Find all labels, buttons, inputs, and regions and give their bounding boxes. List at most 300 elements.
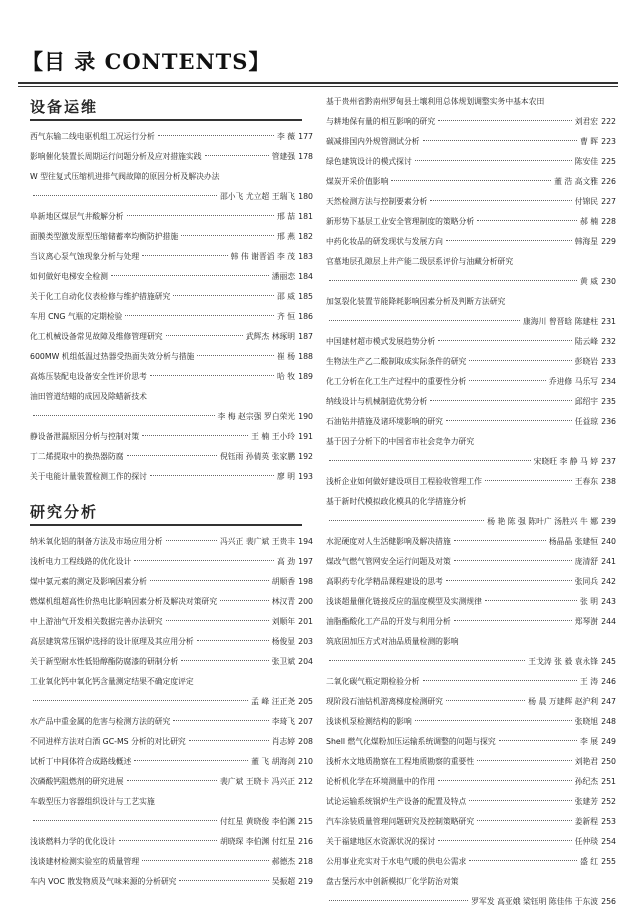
toc-entry[interactable] xyxy=(326,592,616,612)
dot-leader xyxy=(33,415,215,416)
toc-entry[interactable] xyxy=(30,227,313,247)
toc-entry[interactable] xyxy=(326,612,616,632)
entry-page: 186 xyxy=(298,312,313,321)
entry-page: 255 xyxy=(601,857,616,866)
entry-authors: 刘顺年 xyxy=(271,617,296,626)
entry-title: 关于电能计量装置检测工作的探讨 xyxy=(30,472,147,481)
entry-authors: 郝德杰 xyxy=(271,857,296,866)
entry-authors: 董 浩 高文雅 xyxy=(554,177,599,186)
entry-page: 229 xyxy=(601,237,616,246)
entry-page: 250 xyxy=(601,757,616,766)
toc-entry[interactable] xyxy=(30,852,313,872)
toc-entry[interactable] xyxy=(326,872,616,892)
title-rule-thin xyxy=(18,86,618,87)
dot-leader xyxy=(127,215,274,216)
toc-entry[interactable] xyxy=(30,367,313,387)
entry-page: 253 xyxy=(601,817,616,826)
toc-entry[interactable] xyxy=(30,187,313,207)
entry-authors: 郑琴澍 xyxy=(574,617,599,626)
entry-title: 高层建筑常压锅炉选择的设计原理及其应用分析 xyxy=(30,637,194,646)
toc-entry[interactable] xyxy=(326,112,616,132)
dot-leader xyxy=(446,240,572,241)
dot-leader xyxy=(125,315,274,316)
entry-authors: 李 展 xyxy=(580,737,599,746)
entry-page: 228 xyxy=(601,217,616,226)
entry-page: 178 xyxy=(298,152,313,161)
toc-entry[interactable] xyxy=(326,552,616,572)
dot-leader xyxy=(499,740,577,741)
entry-title: 中药化妆品的研发现状与发展方向 xyxy=(326,237,443,246)
entry-page: 249 xyxy=(601,737,616,746)
entry-page: 219 xyxy=(298,877,313,886)
toc-entry[interactable] xyxy=(326,532,616,552)
entry-page: 238 xyxy=(601,477,616,486)
dot-leader xyxy=(446,700,525,701)
entry-title: 当议离心泵气蚀现象分析与处理 xyxy=(30,252,140,261)
entry-authors: 武辉杰 林琢明 xyxy=(245,332,296,341)
dot-leader xyxy=(446,580,572,581)
entry-authors: 冯兴正 裴广斌 王贵丰 xyxy=(219,537,296,546)
entry-title: 高职药专化学精品课程建设的思考 xyxy=(326,577,443,586)
toc-entry[interactable] xyxy=(326,392,616,412)
toc-entry[interactable] xyxy=(326,292,616,312)
entry-title: 中上游油气开发相关数据完善办法研究 xyxy=(30,617,163,626)
dot-leader xyxy=(477,220,577,221)
dot-leader xyxy=(329,520,484,521)
entry-page: 201 xyxy=(298,617,313,626)
entry-title: 不同进样方法对白酒 GC-MS 分析的对比研究 xyxy=(30,737,186,746)
entry-authors: 胡晓琛 李伯渊 付红星 xyxy=(219,837,296,846)
entry-title: 关于化工自动化仪表检修与维护措施研究 xyxy=(30,292,171,301)
dot-leader xyxy=(415,720,572,721)
entry-page: 177 xyxy=(298,132,313,141)
toc-entry[interactable] xyxy=(30,532,313,552)
toc-entry[interactable] xyxy=(326,432,616,452)
entry-authors: 林汉青 xyxy=(271,597,296,606)
toc-entry[interactable] xyxy=(326,352,616,372)
dot-leader xyxy=(119,840,217,841)
entry-page: 246 xyxy=(601,677,616,686)
title-rule xyxy=(18,82,618,84)
toc-entry[interactable] xyxy=(30,127,313,147)
toc-entry[interactable] xyxy=(326,572,616,592)
entry-title: 工业氧化钙中氧化钙含量测定结果不确定度评定 xyxy=(30,677,194,686)
entry-title: 高炼压装配电设备安全性评价思考 xyxy=(30,372,147,381)
entry-title: 浅析企业如何做好建设项目工程验收管理工作 xyxy=(326,477,482,486)
toc-entry[interactable] xyxy=(30,832,313,852)
toc-entry[interactable] xyxy=(326,712,616,732)
toc-entry[interactable] xyxy=(30,732,313,752)
toc-entry[interactable] xyxy=(326,632,616,652)
entry-authors: 姜新程 xyxy=(574,817,599,826)
toc-entry[interactable] xyxy=(30,752,313,772)
dot-leader xyxy=(438,120,572,121)
dot-leader xyxy=(179,880,268,881)
dot-leader xyxy=(181,660,269,661)
entry-authors: 王戈涛 张 毅 袁永锋 xyxy=(528,657,599,666)
entry-title: 化工分析在化工生产过程中的重要性分析 xyxy=(326,377,467,386)
toc-entry[interactable] xyxy=(30,572,313,592)
toc-entry[interactable] xyxy=(30,652,313,672)
dot-leader xyxy=(150,475,274,476)
entry-title: 现阶段石油钻机游离梯度检测研究 xyxy=(326,697,443,706)
dot-leader xyxy=(430,400,571,401)
entry-authors: 王 涛 xyxy=(580,677,599,686)
dot-leader xyxy=(391,180,551,181)
entry-page: 242 xyxy=(601,577,616,586)
dot-leader xyxy=(142,255,227,256)
entry-authors: 付锦民 xyxy=(574,197,599,206)
entry-authors: 任益琼 xyxy=(574,417,599,426)
toc-entry[interactable] xyxy=(30,632,313,652)
entry-title: 公用事业充实对于水电气暖的供电公需求 xyxy=(326,857,467,866)
entry-authors: 潘丽恋 xyxy=(271,272,296,281)
entry-authors: 高 劲 xyxy=(277,557,296,566)
entry-page: 241 xyxy=(601,557,616,566)
dot-leader xyxy=(329,280,577,281)
entry-authors: 彭晓岩 xyxy=(574,357,599,366)
entry-authors: 董 飞 胡海剑 xyxy=(251,757,296,766)
entry-authors: 倪钰雨 孙倩英 张家鹏 xyxy=(219,452,296,461)
entry-authors: 邵 威 xyxy=(277,292,296,301)
entry-title: 燃煤机组超高性价热电比影响因素分析及解决对策研究 xyxy=(30,597,218,606)
entry-authors: 张晓旭 xyxy=(574,717,599,726)
entry-page: 205 xyxy=(298,697,313,706)
entry-authors: 康海川 曾晋晗 陈建柱 xyxy=(522,317,599,326)
entry-page: 204 xyxy=(298,657,313,666)
entry-title: 中国建材超市模式发展趋势分析 xyxy=(326,337,436,346)
entry-title: 关于福建地区水资源状况的探讨 xyxy=(326,837,436,846)
entry-title: 筑底固加压方式对油品质量检测的影响 xyxy=(326,637,459,646)
toc-entry[interactable] xyxy=(326,372,616,392)
toc-entry[interactable] xyxy=(326,772,616,792)
dot-leader xyxy=(134,560,274,561)
toc-entry[interactable] xyxy=(30,612,313,632)
toc-entry[interactable] xyxy=(30,147,313,167)
entry-page: 189 xyxy=(298,372,313,381)
dot-leader xyxy=(438,780,572,781)
entry-title: 新形势下基层工业安全管理制度的策略分析 xyxy=(326,217,475,226)
toc-entry[interactable] xyxy=(30,347,313,367)
entry-title: W 型往复式压缩机进排气阀故障的原因分析及解决办法 xyxy=(30,172,220,181)
entry-page: 184 xyxy=(298,272,313,281)
entry-authors: 任仲琰 xyxy=(574,837,599,846)
toc-entry[interactable] xyxy=(30,327,313,347)
entry-page: 245 xyxy=(601,657,616,666)
entry-page: 191 xyxy=(298,432,313,441)
dot-leader xyxy=(430,200,571,201)
dot-leader xyxy=(415,160,572,161)
entry-page: 226 xyxy=(601,177,616,186)
entry-title: 官墓地层孔隙层上井产能二级层系评价与油藏分析研究 xyxy=(326,257,514,266)
toc-entry[interactable] xyxy=(30,692,313,712)
right-column xyxy=(326,92,616,912)
entry-title: 石油钻井措施及诸环境影响的研究 xyxy=(326,417,443,426)
toc-entry[interactable] xyxy=(326,472,616,492)
toc-entry[interactable] xyxy=(326,332,616,352)
dot-leader xyxy=(329,900,468,901)
dot-leader xyxy=(438,840,572,841)
entry-page: 227 xyxy=(601,197,616,206)
entry-authors: 张卫斌 xyxy=(271,657,296,666)
dot-leader xyxy=(438,340,572,341)
entry-authors: 罗军发 高亚娥 梁钰明 陈佳伟 于东波 xyxy=(471,897,599,906)
entry-title: 试析丁中间体符合成路线概述 xyxy=(30,757,132,766)
toc-entry[interactable] xyxy=(326,132,616,152)
dot-leader xyxy=(423,680,577,681)
dot-leader xyxy=(329,660,525,661)
entry-page: 237 xyxy=(601,457,616,466)
entry-authors: 邢 喆 xyxy=(277,212,296,221)
entry-authors: 崔 杨 xyxy=(277,352,296,361)
entry-authors: 张建芳 xyxy=(574,797,599,806)
dot-leader xyxy=(173,295,274,296)
toc-entry[interactable] xyxy=(326,512,616,532)
dot-leader xyxy=(173,720,268,721)
toc-entry[interactable] xyxy=(30,207,313,227)
toc-entry[interactable] xyxy=(326,192,616,212)
entry-page: 210 xyxy=(298,757,313,766)
entry-authors: 邱绍宇 xyxy=(574,397,599,406)
entry-page: 198 xyxy=(298,577,313,586)
entry-page: 181 xyxy=(298,212,313,221)
toc-entry[interactable] xyxy=(30,247,313,267)
entry-page: 185 xyxy=(298,292,313,301)
toc-entry[interactable] xyxy=(326,792,616,812)
entry-title: 次磷酸钙阻燃剂的研究进展 xyxy=(30,777,124,786)
entry-authors: 宋晓旺 李 静 马 婷 xyxy=(533,457,599,466)
entry-authors: 邢 燕 xyxy=(277,232,296,241)
entry-authors: 哈 牧 xyxy=(277,372,296,381)
entry-page: 188 xyxy=(298,352,313,361)
dot-leader xyxy=(329,460,531,461)
dot-leader xyxy=(220,600,269,601)
entry-page: 243 xyxy=(601,597,616,606)
dot-leader xyxy=(423,140,577,141)
entry-page: 233 xyxy=(601,357,616,366)
entry-page: 236 xyxy=(601,417,616,426)
entry-authors: 肖志婷 xyxy=(271,737,296,746)
entry-page: 235 xyxy=(601,397,616,406)
entry-authors: 王春东 xyxy=(574,477,599,486)
toc-entry[interactable] xyxy=(326,672,616,692)
entry-page: 231 xyxy=(601,317,616,326)
toc-entry[interactable] xyxy=(326,732,616,752)
entry-title: 车载型压力容器组织设计与工艺实施 xyxy=(30,797,155,806)
entry-page: 197 xyxy=(298,557,313,566)
entry-authors: 李 梅 赵宗强 罗白荣光 xyxy=(217,412,296,421)
entry-page: 215 xyxy=(298,817,313,826)
entry-authors: 陆云峰 xyxy=(574,337,599,346)
toc-entry[interactable] xyxy=(326,492,616,512)
toc-entry[interactable] xyxy=(326,692,616,712)
entry-page: 248 xyxy=(601,717,616,726)
page-title: 【目 录 CONTENTS】 xyxy=(22,49,271,74)
entry-page: 230 xyxy=(601,277,616,286)
entry-page: 208 xyxy=(298,737,313,746)
entry-page: 252 xyxy=(601,797,616,806)
entry-title: 纳线设计与机械制造优势分析 xyxy=(326,397,428,406)
entry-page: 251 xyxy=(601,777,616,786)
toc-entry[interactable] xyxy=(30,872,313,892)
entry-title: 加氢裂化装置节能降耗影响因素分析及判断方法研究 xyxy=(326,297,506,306)
section-title: 设备运维 xyxy=(30,96,302,121)
entry-title: 论析机化学在环境测量中的作用 xyxy=(326,777,436,786)
entry-authors: 管建强 xyxy=(271,152,296,161)
dot-leader xyxy=(150,375,274,376)
entry-title: 如何做好电梯安全检测 xyxy=(30,272,108,281)
dot-leader xyxy=(485,480,572,481)
toc-entry[interactable] xyxy=(30,772,313,792)
entry-page: 232 xyxy=(601,337,616,346)
toc-entry[interactable] xyxy=(326,92,616,112)
entry-title: 浅析水文地质勘察在工程地质勘察的重要性 xyxy=(326,757,475,766)
toc-entry[interactable] xyxy=(30,427,313,447)
dot-leader xyxy=(477,820,572,821)
toc-entry[interactable] xyxy=(30,712,313,732)
entry-title: 二氧化碳气瓶定期检验分析 xyxy=(326,677,420,686)
entry-title: 化工机械设备常见故障及维修管理研究 xyxy=(30,332,163,341)
toc-entry[interactable] xyxy=(30,552,313,572)
entry-page: 218 xyxy=(298,857,313,866)
dot-leader xyxy=(454,560,572,561)
dot-leader xyxy=(142,860,269,861)
entry-title: 基于新时代模拟政化模具的化学措施分析 xyxy=(326,497,467,506)
entry-page: 200 xyxy=(298,597,313,606)
entry-page: 234 xyxy=(601,377,616,386)
entry-title: 煤改气燃气管网安全运行问题及对策 xyxy=(326,557,451,566)
toc-entry[interactable] xyxy=(326,412,616,432)
entry-authors: 庞清舒 xyxy=(574,557,599,566)
entry-title: 纳米氧化铝的制备方法及市场应用分析 xyxy=(30,537,163,546)
toc-entry[interactable] xyxy=(30,812,313,832)
dot-leader xyxy=(33,820,217,821)
toc-entry[interactable] xyxy=(30,792,313,812)
entry-title: 面膜类型激发原型压缩储蓄率均衡防护措施 xyxy=(30,232,179,241)
entry-authors: 曹 晖 xyxy=(580,137,599,146)
left-column xyxy=(30,92,313,892)
entry-authors: 廖 明 xyxy=(277,472,296,481)
entry-authors: 杨俊显 xyxy=(271,637,296,646)
entry-page: 247 xyxy=(601,697,616,706)
entry-page: 256 xyxy=(601,897,616,906)
entry-page: 222 xyxy=(601,117,616,126)
dot-leader xyxy=(485,600,577,601)
entry-page: 225 xyxy=(601,157,616,166)
dot-leader xyxy=(166,620,269,621)
entry-page: 203 xyxy=(298,637,313,646)
entry-authors: 张同兵 xyxy=(574,577,599,586)
entry-authors: 王 楠 王小玲 xyxy=(251,432,296,441)
dot-leader xyxy=(469,860,577,861)
entry-title: 西气东输二线电驱机组工况运行分析 xyxy=(30,132,155,141)
entry-authors: 邵小飞 尤立超 王瑞飞 xyxy=(219,192,296,201)
dot-leader xyxy=(33,700,248,701)
entry-authors: 李 薇 xyxy=(277,132,296,141)
toc-entry[interactable] xyxy=(326,892,616,912)
entry-authors: 孟 峰 汪正尧 xyxy=(251,697,296,706)
entry-authors: 陈安佳 xyxy=(574,157,599,166)
entry-title: 基于因子分析下的中国省市社会竞争力研究 xyxy=(326,437,475,446)
toc-entry[interactable] xyxy=(326,312,616,332)
entry-authors: 杨晶晶 张建恒 xyxy=(548,537,599,546)
entry-title: 静设备泄漏原因分析与控制对策 xyxy=(30,432,140,441)
toc-entry[interactable] xyxy=(30,447,313,467)
dot-leader xyxy=(142,435,248,436)
entry-title: Shell 燃气化煤粉加压运输系统调整的问题与探究 xyxy=(326,737,496,746)
dot-leader xyxy=(181,235,274,236)
toc-entry[interactable] xyxy=(326,152,616,172)
entry-page: 180 xyxy=(298,192,313,201)
dot-leader xyxy=(134,760,248,761)
toc-entry[interactable] xyxy=(30,592,313,612)
toc-entry[interactable] xyxy=(30,307,313,327)
toc-entry[interactable] xyxy=(326,652,616,672)
entry-page: 239 xyxy=(601,517,616,526)
toc-entry[interactable] xyxy=(326,832,616,852)
toc-entry[interactable] xyxy=(326,852,616,872)
entry-title: 浅谈燃料力学的优化设计 xyxy=(30,837,116,846)
dot-leader xyxy=(469,380,546,381)
dot-leader xyxy=(454,540,546,541)
entry-page: 244 xyxy=(601,617,616,626)
dot-leader xyxy=(158,135,274,136)
toc-entry[interactable] xyxy=(326,252,616,272)
toc-entry[interactable] xyxy=(30,287,313,307)
entry-title: 天然检测方法与控制要素分析 xyxy=(326,197,428,206)
entry-title: 盘古堡污水中创新模拟厂化学防治对策 xyxy=(326,877,459,886)
dot-leader xyxy=(205,155,269,156)
toc-entry[interactable] xyxy=(326,272,616,292)
entry-authors: 李琦飞 xyxy=(271,717,296,726)
toc-entry[interactable] xyxy=(326,812,616,832)
entry-page: 216 xyxy=(298,837,313,846)
toc-entry[interactable] xyxy=(326,232,616,252)
toc-entry[interactable] xyxy=(30,672,313,692)
dot-leader xyxy=(446,420,572,421)
entry-page: 192 xyxy=(298,452,313,461)
entry-authors: 孙纪杰 xyxy=(574,777,599,786)
toc-entry[interactable] xyxy=(326,452,616,472)
entry-authors: 盛 红 xyxy=(580,857,599,866)
entry-title: 绿色建筑设计的模式探讨 xyxy=(326,157,412,166)
entry-title: 丁二烯提取中的换热器防腐 xyxy=(30,452,124,461)
toc-entry[interactable] xyxy=(30,407,313,427)
entry-authors: 韩 伟 谢晋滔 李 茂 xyxy=(230,252,296,261)
entry-page: 223 xyxy=(601,137,616,146)
toc-entry[interactable] xyxy=(326,752,616,772)
entry-title: 水泥硬度对人生活健影响及解决措施 xyxy=(326,537,451,546)
toc-entry[interactable] xyxy=(30,267,313,287)
toc-entry[interactable] xyxy=(326,172,616,192)
toc-entry[interactable] xyxy=(326,212,616,232)
toc-entry[interactable] xyxy=(30,467,313,487)
entry-authors: 裴广斌 王晓卡 冯兴正 xyxy=(219,777,296,786)
entry-page: 183 xyxy=(298,252,313,261)
entry-title: 试论运输系统锅炉生产设备的配置及特点 xyxy=(326,797,467,806)
entry-authors: 吴振超 xyxy=(271,877,296,886)
entry-authors: 付红星 黄晓俊 李伯渊 xyxy=(219,817,296,826)
entry-page: 207 xyxy=(298,717,313,726)
toc-entry[interactable] xyxy=(30,167,313,187)
toc-entry[interactable] xyxy=(30,387,313,407)
entry-title: 车内 VOC 散发物质及气味来源的分析研究 xyxy=(30,877,177,886)
entry-authors: 黄 威 xyxy=(580,277,599,286)
entry-title: 浅谈建材检测实验室的质量管理 xyxy=(30,857,140,866)
entry-title: 煤中氯元素的测定及影响因素分析 xyxy=(30,577,147,586)
dot-leader xyxy=(111,275,269,276)
dot-leader xyxy=(166,540,217,541)
